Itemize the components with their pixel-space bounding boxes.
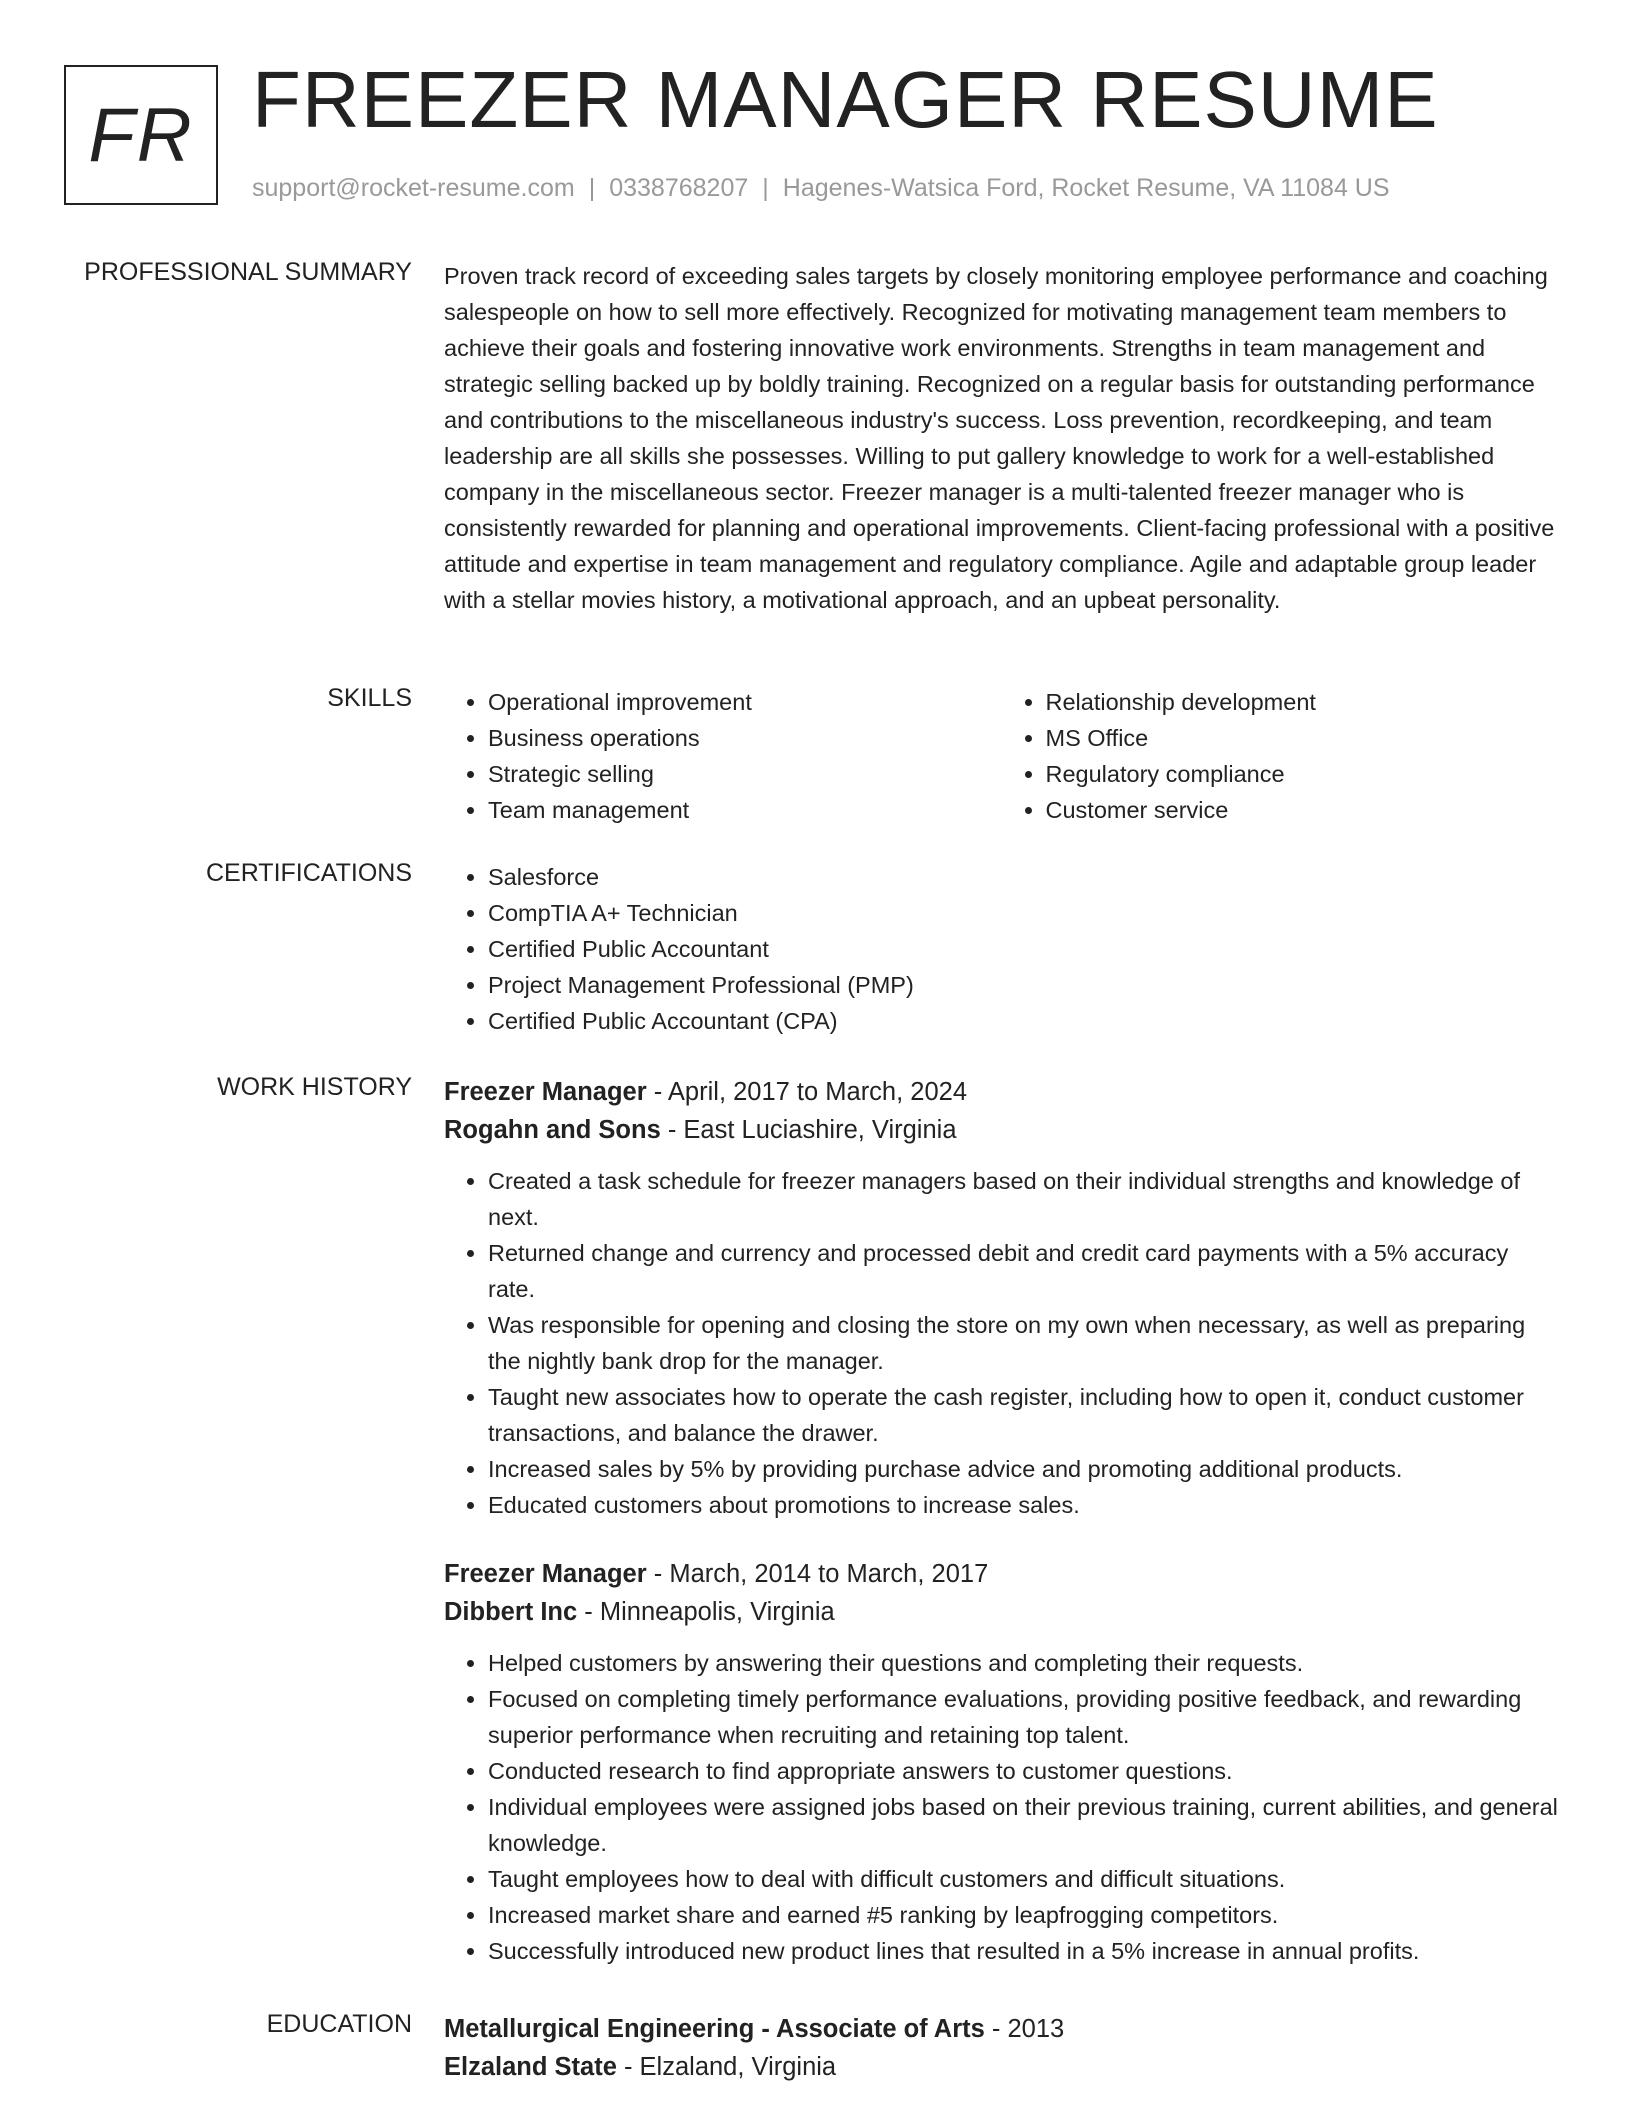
skill-item: • Regulatory compliance: [1046, 756, 1560, 792]
skill-item: • Team management: [488, 792, 1002, 828]
job-bullet: • Returned change and currency and processed debit and credit card payments with a 5% accuracy rate.: [488, 1235, 1559, 1307]
certification-item: • Certified Public Accountant (CPA): [488, 1003, 1559, 1039]
job-bullet: • Conducted research to find appropriate answers to customer questions.: [488, 1753, 1559, 1789]
job-bullet: • Educated customers about promotions to increase sales.: [488, 1487, 1559, 1523]
separator: |: [762, 174, 769, 202]
job-bullet: • Individual employees were assigned jobs based on their previous training, current abilities, and general knowledge.: [488, 1789, 1559, 1861]
job-bullet: • Taught employees how to deal with difficult customers and difficult situations.: [488, 1861, 1559, 1897]
skill-item: • Business operations: [488, 720, 1002, 756]
job-bullet: • Focused on completing timely performance evaluations, providing positive feedback, and rewarding superior performance when recruiting and retaining top talent.: [488, 1681, 1559, 1753]
education-location: - Elzaland, Virginia: [616, 2053, 837, 2081]
certifications-list: [444, 859, 1559, 1039]
job-company-line: [444, 1111, 1559, 1149]
job-company: Dibbert Inc: [444, 1598, 578, 1626]
separator: |: [588, 174, 596, 202]
education-year: - 2013: [984, 2015, 1065, 2043]
contact-address: Hagenes-Watsica Ford, Rocket Resume, VA 11084 US: [782, 174, 1390, 202]
section-label-education: EDUCATION: [266, 2010, 412, 2038]
job-location: - East Luciashire, Virginia: [660, 1116, 957, 1144]
job-bullet: • Taught new associates how to operate the cash register, including how to open it, conduct customer transactions, and balance the drawer.: [488, 1379, 1559, 1451]
job-bullet: • Created a task schedule for freezer managers based on their individual strengths and knowledge of next.: [488, 1163, 1559, 1235]
job-bullets: [444, 1645, 1559, 1969]
job-company-line: [444, 1593, 1559, 1631]
skill-item: • Strategic selling: [488, 756, 1002, 792]
resume-title: FREEZER MANAGER RESUME: [252, 55, 1439, 144]
job-entry: [444, 1555, 1559, 1969]
job-dates: - April, 2017 to March, 2024: [646, 1078, 968, 1106]
job-bullet: • Increased market share and earned #5 ranking by leapfrogging competitors.: [488, 1897, 1559, 1933]
job-title: Freezer Manager: [444, 1560, 647, 1588]
skills-list-left: [444, 684, 1002, 828]
skill-item: • Relationship development: [1046, 684, 1560, 720]
job-entry: [444, 1073, 1559, 1523]
certification-item: • CompTIA A+ Technician: [488, 895, 1559, 931]
contact-line: [252, 174, 1390, 203]
skill-item: • Customer service: [1046, 792, 1560, 828]
summary-text: Proven track record of exceeding sales targets by closely monitoring employee performance and coaching salespeople on how to sell more effectively. Recognized for motivating management team members to achieve their goals and fostering innovative work environments. Strengths in team management and strategic selling backed up by boldly training. Recognized on a regular basis for outstanding performance and contributions to the miscellaneous industry's success. Loss prevention, recordkeeping, and team leadership are all skills she possesses. Willing to put gallery knowledge to work for a well-established company in the miscellaneous sector. Freezer manager is a multi-talented freezer manager who is consistently rewarded for planning and operational improvements. Client-facing professional with a positive attitude and expertise in team management and regulatory compliance. Agile and adaptable group leader with a stellar movies history, a motivational approach, and an upbeat personality.: [444, 263, 1555, 613]
contact-phone[interactable]: 0338768207: [609, 174, 749, 202]
certification-item: • Certified Public Accountant: [488, 931, 1559, 967]
contact-email[interactable]: support@rocket-resume.com: [252, 174, 575, 202]
job-bullets: [444, 1163, 1559, 1523]
education-entry: [444, 2010, 1559, 2086]
job-bullet: • Helped customers by answering their questions and completing their requests.: [488, 1645, 1559, 1681]
certifications-body: [444, 859, 1559, 1039]
skill-item: • MS Office: [1046, 720, 1560, 756]
job-dates: - March, 2014 to March, 2017: [646, 1560, 989, 1588]
skill-item: • Operational improvement: [488, 684, 1002, 720]
education-school-line: [444, 2048, 1559, 2086]
job-bullet: • Increased sales by 5% by providing purchase advice and promoting additional products.: [488, 1451, 1559, 1487]
certification-item: • Salesforce: [488, 859, 1559, 895]
job-bullet: • Successfully introduced new product lines that resulted in a 5% increase in annual profits.: [488, 1933, 1559, 1969]
job-title-line: [444, 1073, 1559, 1111]
education-degree-line: [444, 2010, 1559, 2048]
section-label-certifications: CERTIFICATIONS: [205, 859, 412, 887]
certification-item: • Project Management Professional (PMP): [488, 967, 1559, 1003]
initials-monogram: FR: [64, 65, 218, 205]
skills-columns: [444, 684, 1559, 828]
education-degree: Metallurgical Engineering - Associate of Arts: [444, 2015, 985, 2043]
section-label-summary: PROFESSIONAL SUMMARY: [84, 258, 412, 286]
education-school: Elzaland State: [444, 2053, 617, 2081]
job-title: Freezer Manager: [444, 1078, 647, 1106]
job-title-line: [444, 1555, 1559, 1593]
job-location: - Minneapolis, Virginia: [577, 1598, 835, 1626]
section-label-work-history: WORK HISTORY: [217, 1073, 412, 1101]
job-company: Rogahn and Sons: [444, 1116, 661, 1144]
job-bullet: • Was responsible for opening and closing the store on my own when necessary, as well as preparing the nightly bank drop for the manager.: [488, 1307, 1559, 1379]
skills-list-right: [1002, 684, 1560, 828]
section-label-skills: SKILLS: [327, 684, 412, 712]
